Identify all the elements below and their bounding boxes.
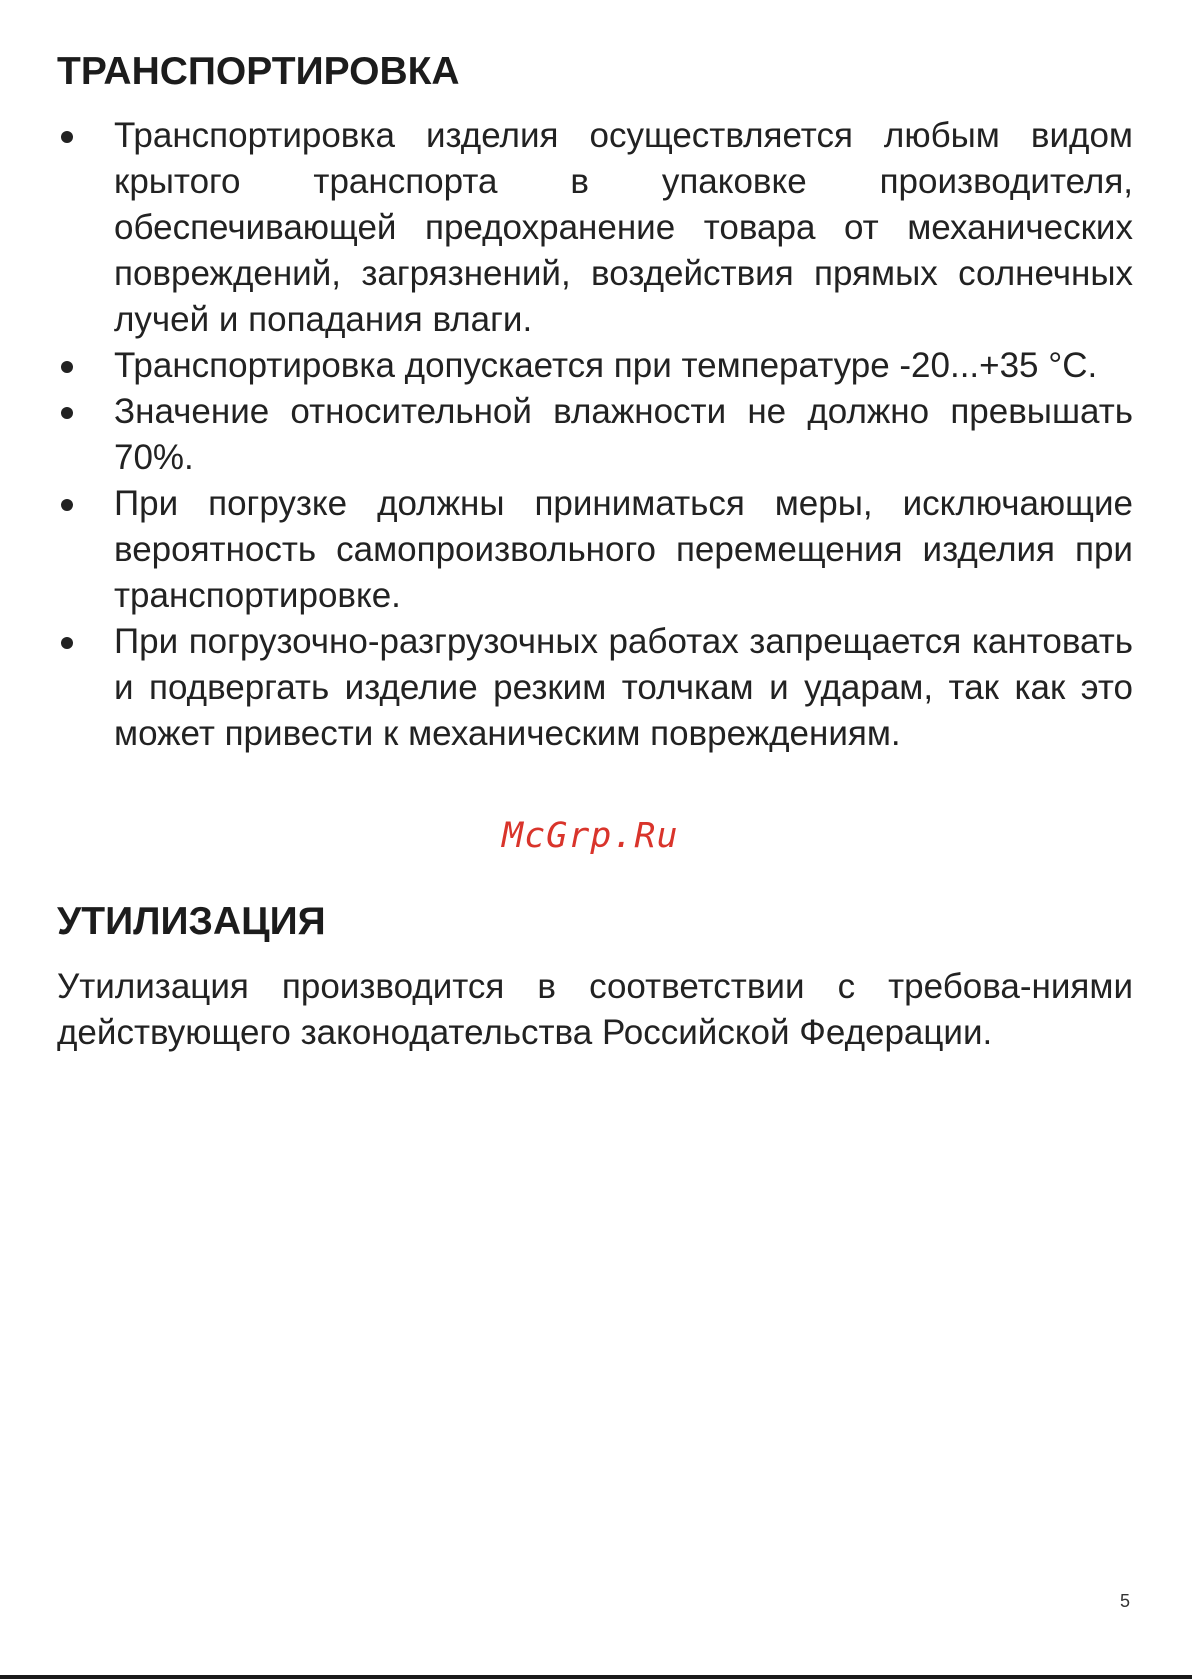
watermark: McGrp.Ru [502,816,679,856]
disposal-heading: УТИЛИЗАЦИЯ [57,900,326,943]
list-item [57,481,1133,619]
list-item [57,389,1133,481]
bullet-icon [61,131,73,143]
bullet-icon [61,361,73,373]
bullet-icon [61,407,73,419]
bullet-icon [61,637,73,649]
page-number: 5 [1120,1591,1131,1611]
transport-heading: ТРАНСПОРТИРОВКА [57,50,460,93]
transport-section [57,44,1133,757]
list-item [57,113,1133,343]
bullet-icon [61,499,73,511]
list-item-text: Транспортировка изделия осуществляется любым видом крытого транспорта в упаковке производителя, обеспечивающей предохранение товара от механических повреждений, загрязнений, воздействия прямых солнечных лучей и попадания влаги. [114,116,1133,339]
disposal-section [57,894,1133,1056]
list-item-text: При погрузке должны приниматься меры, исключающие вероятность самопроизвольного перемещения изделия при транспортировке. [114,484,1133,615]
list-item [57,343,1133,389]
disposal-text: Утилизация производится в соответствии с требова-ниями действующего законодательства Российской Федерации. [57,967,1133,1052]
list-item [57,619,1133,757]
list-item-text: Транспортировка допускается при температуре -20...+35 °С. [114,346,1098,385]
bottom-divider [0,1675,1192,1679]
list-item-text: Значение относительной влажности не должно превышать 70%. [114,392,1133,477]
transport-list [57,113,1133,757]
list-item-text: При погрузочно-разгрузочных работах запрещается кантовать и подвергать изделие резким толчкам и ударам, так как это может привести к механическим повреждениям. [114,622,1133,753]
